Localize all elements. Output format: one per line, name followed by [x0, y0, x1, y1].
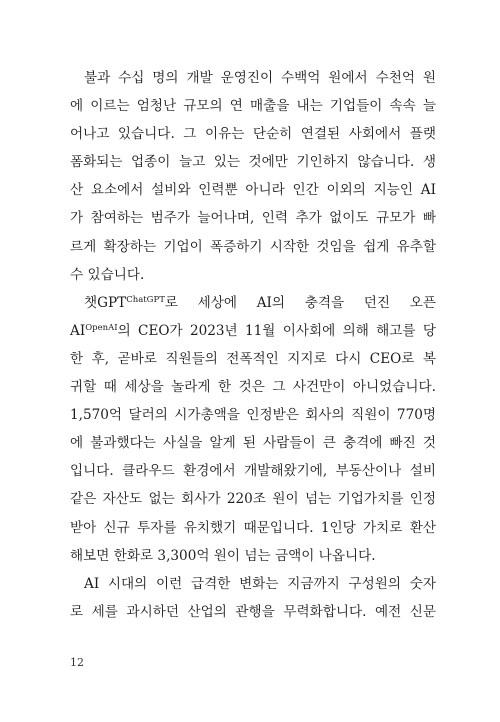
text-line: 같은 자산도 없는 회사가 220조 원이 넘는 기업가치를 인정 — [70, 491, 436, 508]
text-line: 에 이르는 엄청난 규모의 연 매출을 내는 기업들이 속속 늘 — [70, 98, 436, 115]
text-line: 산 요소에서 설비와 인력뿐 아니라 인간 이외의 지능인 AI — [70, 182, 436, 199]
term-openai: AI — [70, 322, 86, 339]
text-line — [70, 317, 436, 345]
text-line: 입니다. 클라우드 환경에서 개발해왔기에, 부동산이나 설비 — [70, 463, 436, 480]
paragraph-2 — [70, 289, 436, 570]
text-line: 불과 수십 명의 개발 운영진이 수백억 원에서 수천억 원 — [84, 70, 436, 86]
text-line: 해보면 한화로 3,300억 원이 넘는 금액이 나옵니다. — [70, 547, 376, 564]
term-chatgpt: 챗GPT — [84, 294, 127, 311]
paragraph-1 — [70, 64, 436, 289]
paragraph-3 — [70, 570, 436, 626]
term-chatgpt-annotation: ChatGPT — [126, 294, 165, 305]
text-line: 받아 신규 투자를 유치했기 때문입니다. 1인당 가치로 환산 — [70, 519, 436, 536]
text-line: 귀할 때 세상을 놀라게 한 것은 그 사건만이 아니었습니다. — [70, 379, 436, 396]
text-run: 로 세상에 AI의 충격을 던진 오픈 — [164, 294, 436, 311]
text-line: 폼화되는 업종이 늘고 있는 것에만 기인하지 않습니다. 생 — [70, 154, 436, 171]
text-line: 수 있습니다. — [70, 266, 145, 283]
term-openai-annotation: OpenAI — [85, 322, 118, 333]
text-line: 르게 확장하는 기업이 폭증하기 시작한 것임을 쉽게 유추할 — [70, 238, 436, 255]
page-number: 12 — [70, 656, 84, 669]
text-line: 에 불과했다는 사실을 알게 된 사람들이 큰 충격에 빠진 것 — [70, 435, 436, 452]
text-line — [70, 289, 436, 317]
text-line: AI 시대의 이런 급격한 변화는 지금까지 구성원의 숫자 — [84, 575, 436, 592]
text-line: 한 후, 곧바로 직원들의 전폭적인 지지로 다시 CEO로 복 — [70, 350, 436, 367]
text-line: 어나고 있습니다. 그 이유는 단순히 연결된 사회에서 플랫 — [70, 126, 436, 143]
page-body — [70, 64, 436, 626]
text-run: 의 CEO가 2023년 11월 이사회에 의해 해고를 당 — [117, 322, 436, 339]
text-line: 로 세를 과시하던 산업의 관행을 무력화합니다. 예전 신문 — [70, 603, 436, 620]
text-line: 가 참여하는 범주가 늘어나며, 인력 추가 없이도 규모가 빠 — [70, 210, 436, 227]
text-line: 1,570억 달러의 시가총액을 인정받은 회사의 직원이 770명 — [70, 407, 436, 424]
